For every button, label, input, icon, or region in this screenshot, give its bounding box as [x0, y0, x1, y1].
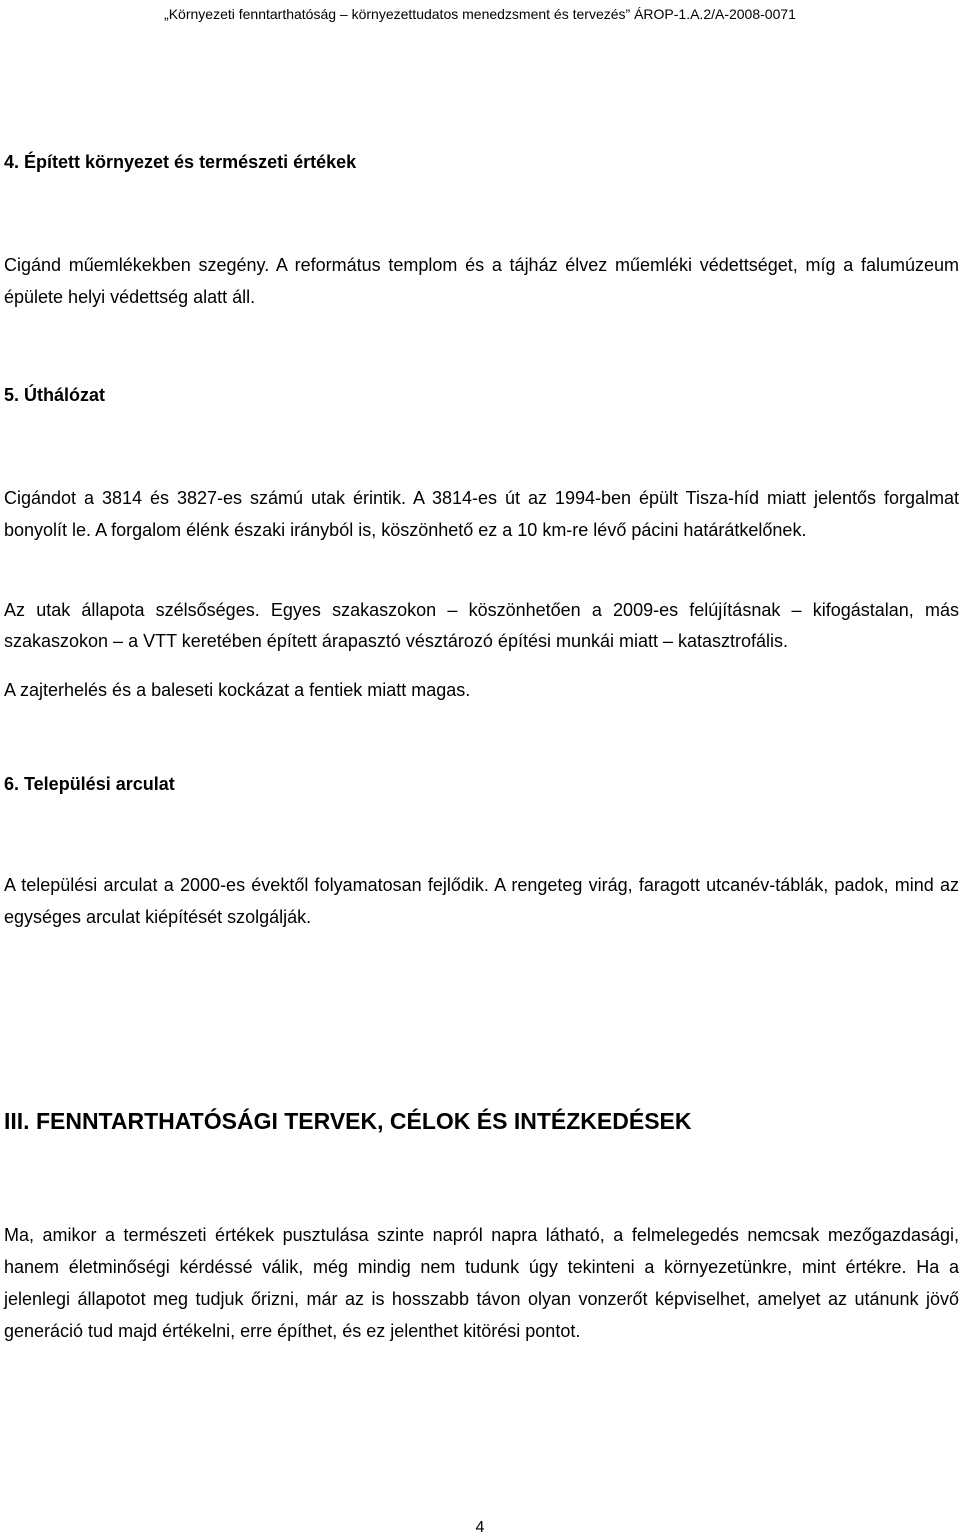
section-5-paragraph-2: Az utak állapota szélsőséges. Egyes szakaszokon – köszönhetően a 2009-es felújításnak – kifogástalan, más szakaszokon – a VTT keretében épített árapasztó vésztározó építési munkái miatt – katasztrofális. — [4, 600, 959, 651]
section-4-paragraph: Cigánd műemlékekben szegény. A református templom és a tájház élvez műemléki védettséget, míg a falumúzeum épülete helyi védettség alatt áll. — [4, 255, 959, 307]
chapter-heading-iii: III. FENNTARTHATÓSÁGI TERVEK, CÉLOK ÉS INTÉZKEDÉSEK — [4, 1108, 692, 1134]
section-heading-5: 5. Úthálózat — [4, 385, 106, 405]
document-header: „Környezeti fenntarthatóság – környezettudatos menedzsment és tervezés” ÁROP-1.A.2/A-2008-0071 — [164, 6, 796, 22]
section-5-paragraph-1: Cigándot a 3814 és 3827-es számú utak érintik. A 3814-es út az 1994-ben épült Tisza-híd miatt jelentős forgalmat bonyolít le. A forgalom élénk északi irányból is, köszönhető ez a 10 km-re lévő pácini határátkelőnek. — [4, 488, 959, 540]
section-6-paragraph: A települési arculat a 2000-es évektől folyamatosan fejlődik. A rengeteg virág, faragott utcanév-táblák, padok, mind az egységes arculat kiépítését szolgálják. — [4, 875, 959, 927]
section-heading-4: 4. Épített környezet és természeti értékek — [4, 152, 357, 172]
section-5-paragraph-3: A zajterhelés és a baleseti kockázat a fentiek miatt magas. — [4, 680, 471, 700]
page-number: 4 — [475, 1519, 485, 1536]
chapter-iii-paragraph: Ma, amikor a természeti értékek pusztulása szinte napról napra látható, a felmelegedés nemcsak mezőgazdasági, hanem életminőségi kérdéssé válik, még mindig nem tudunk úgy tekinteni a környezetünkre, mint értékre. Ha a jelenlegi állapotot meg tudjuk őrizni, már az is hosszabb távon olyan vonzerőt képviselhet, amelyet az utánunk jövő generáció tud majd értékelni, erre építhet, és ez jelenthet kitörési pontot. — [4, 1225, 959, 1341]
section-heading-6: 6. Települési arculat — [4, 774, 175, 794]
